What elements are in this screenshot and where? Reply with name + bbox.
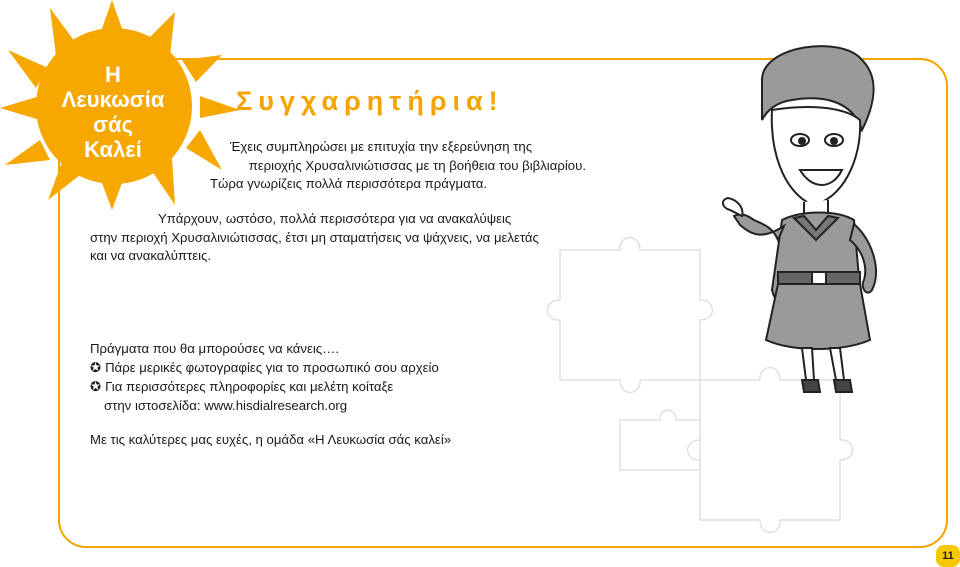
list-item [90,358,439,377]
signoff: Με τις καλύτερες μας ευχές, η ομάδα «Η Λευκωσία σάς καλεί» [90,432,452,447]
badge-line: σάς [92,112,133,137]
list-item [90,377,439,396]
badge-line: Λευκωσία [61,87,165,112]
more-line: και να ανακαλύπτεις. [90,248,212,263]
page-title: Συγχαρητήρια! [236,86,504,116]
intro-paragraph [210,138,586,194]
list-item-text: Για περισσότερες πληροφορίες και μελέτη κοίταξε [105,379,394,394]
badge-line: Η [105,62,121,87]
more-paragraph [90,210,539,266]
star-bullet-icon: ✪ [90,360,102,375]
list-item-text: Πάρε μερικές φωτογραφίες για το προσωπικό σου αρχείο [105,360,439,375]
intro-line: περιοχής Χρυσαλινιώτισσας με τη βοήθεια του βιβλιαρίου. [248,157,586,173]
more-line: στην περιοχή Χρυσαλινιώτισσας, έτσι μη σταματήσεις να ψάχνεις, να μελετάς [90,229,539,245]
star-bullet-icon: ✪ [90,379,102,394]
todo-heading: Πράγματα που θα μπορούσες να κάνεις…. [90,341,339,356]
page-number: 11 [936,545,960,567]
badge-line: Καλεί [84,137,142,162]
intro-line: Έχεις συμπληρώσει με επιτυχία την εξερεύνηση της [230,139,533,154]
intro-line: Τώρα γνωρίζεις πολλά περισσότερα πράγματα. [210,176,488,191]
cartoon-woman-illustration [722,40,892,400]
website-line[interactable]: στην ιστοσελίδα: www.hisdialresearch.org [104,398,348,413]
todo-list [90,339,439,415]
more-line: Υπάρχουν, ωστόσο, πολλά περισσότερα για να ανακαλύψεις [158,211,512,226]
badge-title [38,62,188,162]
